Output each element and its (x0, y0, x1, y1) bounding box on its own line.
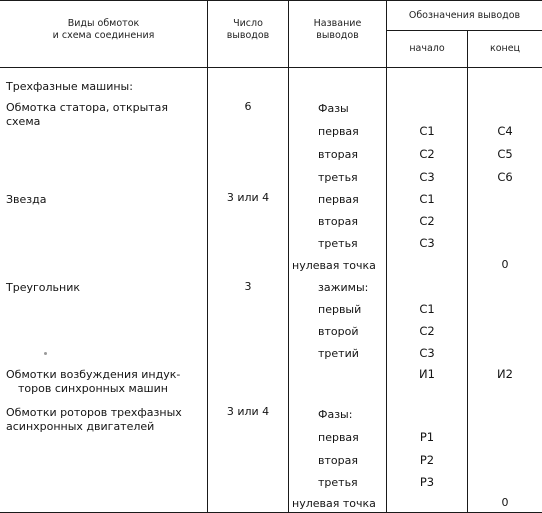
star-start-2: C2 (419, 214, 435, 228)
stator-end-2: C5 (497, 147, 513, 161)
star-neutral-point: нулевая точка (292, 259, 376, 272)
rotor-label-line2: асинхронных двигателей (6, 420, 155, 433)
top-rule (0, 0, 542, 1)
stator-count: 6 (244, 100, 252, 113)
rotor-phase-third: третья (318, 476, 358, 489)
excitation-label-line2: торов синхронных машин (18, 382, 168, 395)
triangle-start-1: C1 (419, 302, 435, 316)
star-phase-third: третья (318, 237, 358, 250)
header-start: начало (409, 43, 445, 54)
rotor-label-line1: Обмотки роторов трехфазных (6, 406, 182, 419)
star-count: 3 или 4 (226, 191, 270, 204)
triangle-start-2: C2 (419, 324, 435, 338)
triangle-count: 3 (244, 280, 252, 293)
header-end: конец (489, 43, 521, 54)
stator-phase-third: третья (318, 171, 358, 184)
stator-start-1: C1 (419, 124, 435, 138)
rotor-neutral-end: 0 (501, 496, 509, 509)
stator-phase-first: первая (318, 125, 359, 138)
header-terminal-count: Число выводов (226, 18, 270, 41)
star-start-1: C1 (419, 192, 435, 206)
stator-start-3: C3 (419, 170, 435, 184)
header-inner-rule (386, 30, 542, 31)
column-divider-1 (207, 0, 208, 513)
star-start-3: C3 (419, 236, 435, 250)
rotor-start-2: P2 (419, 453, 435, 467)
rotor-count: 3 или 4 (226, 405, 270, 418)
rotor-phase-second: вторая (318, 454, 358, 467)
stator-phase-second: вторая (318, 148, 358, 161)
triangle-clamps-label: зажимы: (318, 281, 369, 294)
triangle-clamp-second: второй (318, 325, 359, 338)
header-designations: Обозначения выводов (408, 10, 521, 21)
scan-speck (44, 352, 47, 355)
stator-end-1: C4 (497, 124, 513, 138)
excitation-label-line1: Обмотки возбуждения индук- (6, 368, 181, 381)
stator-phases-label: Фазы (318, 102, 349, 115)
rotor-phase-first: первая (318, 431, 359, 444)
stator-end-3: C6 (497, 170, 513, 184)
rotor-start-1: P1 (419, 430, 435, 444)
excitation-start: И1 (419, 367, 435, 381)
header-bottom-rule (0, 67, 542, 68)
header-terminal-name: Название выводов (313, 18, 362, 41)
rotor-neutral-point: нулевая точка (292, 497, 376, 510)
triangle-clamp-third: третий (318, 347, 359, 360)
triangle-label: Треугольник (6, 281, 80, 294)
header-winding-type: Виды обмоток и схема соединения (52, 18, 155, 41)
excitation-end: И2 (497, 367, 513, 381)
rotor-phases-label: Фазы: (318, 408, 353, 421)
triangle-start-3: C3 (419, 346, 435, 360)
triangle-clamp-first: первый (318, 303, 362, 316)
rotor-start-3: P3 (419, 475, 435, 489)
star-neutral-end: 0 (501, 258, 509, 271)
star-phase-first: первая (318, 193, 359, 206)
three-phase-title: Трехфазные машины: (6, 80, 133, 93)
stator-label-line2: схема (6, 115, 41, 128)
stator-start-2: C2 (419, 147, 435, 161)
star-label: Звезда (6, 193, 47, 206)
star-phase-second: вторая (318, 215, 358, 228)
column-divider-2 (288, 0, 289, 513)
stator-label-line1: Обмотка статора, открытая (6, 101, 169, 114)
